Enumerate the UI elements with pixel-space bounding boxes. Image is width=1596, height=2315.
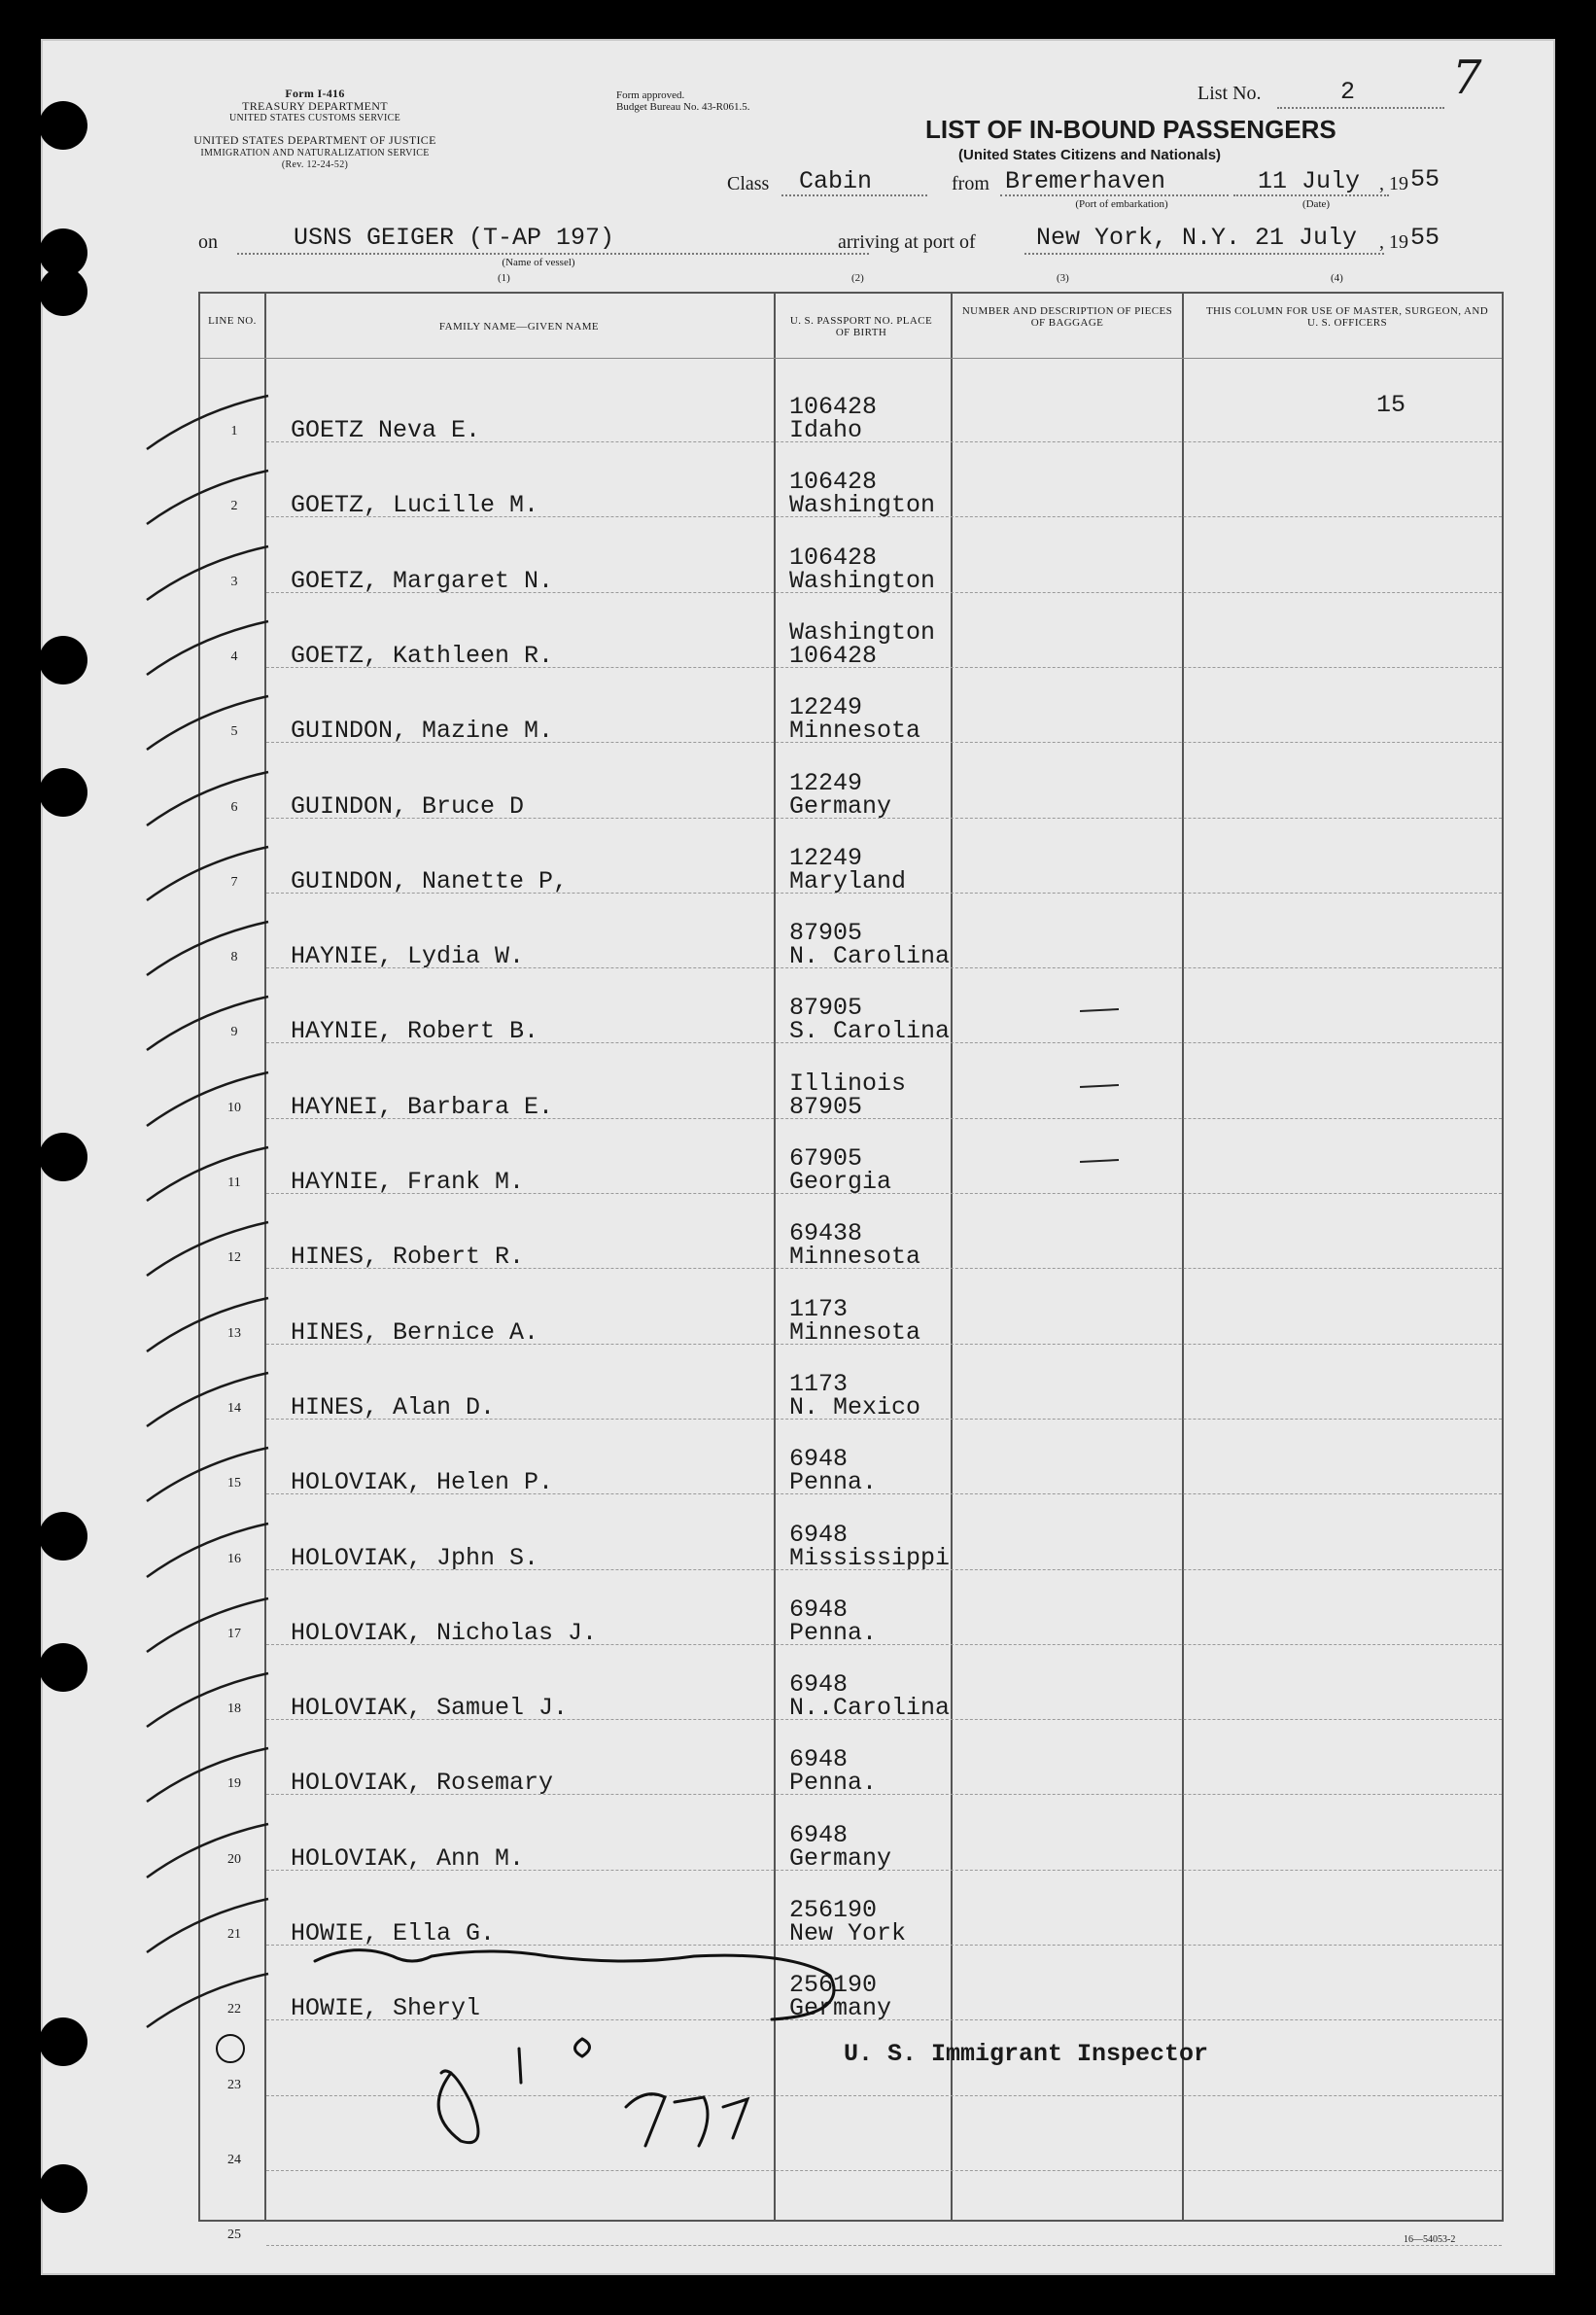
col-marker-4: (4) [1331,272,1343,284]
passenger-name: HAYNEI, Barbara E. [291,1092,554,1121]
passenger-name: HOLOVIAK, Nicholas J. [291,1618,598,1647]
passport-or-birthplace-line1: 12249 [789,768,863,797]
passport-or-birthplace-line2: Washington [789,566,936,595]
binder-hole [39,101,87,150]
line-number: 18 [227,1701,241,1717]
binder-hole [39,636,87,684]
passenger-name: GUINDON, Mazine M. [291,717,554,746]
passport-or-birthplace-line2: Maryland [789,866,907,895]
circled-line-23 [217,2035,244,2062]
line-number: 22 [227,2002,241,2017]
officer-note: 15 [1376,391,1406,419]
inspector-signature-scrawl [315,1950,834,2019]
line-number: 19 [227,1776,241,1792]
line-number: 4 [230,649,238,664]
arrival-port: New York, N.Y. 21 July [1036,224,1358,252]
passport-or-birthplace-line2: Georgia [789,1168,892,1196]
passenger-name: GOETZ, Lucille M. [291,491,539,520]
binder-hole [39,2017,87,2066]
depart-year: 55 [1410,165,1440,193]
line-number: 25 [227,2227,241,2243]
binder-hole [39,1512,87,1561]
passport-or-birthplace-line1: 6948 [789,1820,849,1849]
footer-code: 16—54053-2 [1404,2234,1456,2245]
line-number: 10 [227,1100,241,1115]
passport-or-birthplace-line1: 67905 [789,1144,863,1173]
passenger-name: HOLOVIAK, Helen P. [291,1468,554,1497]
passport-or-birthplace-line1: 6948 [789,1745,849,1774]
passenger-name: HINES, Bernice A. [291,1317,539,1347]
passport-or-birthplace-line2: New York [789,1919,907,1947]
passenger-name: HOLOVIAK, Jphn S. [291,1543,539,1572]
passport-or-birthplace-line1: Illinois [789,1069,907,1098]
class-label: Class [727,173,770,194]
line-number: 8 [230,950,238,965]
passenger-name: HOLOVIAK, Samuel J. [291,1694,569,1723]
passenger-name: HOWIE, Sheryl [291,1994,481,2023]
passport-or-birthplace-line2: Germany [789,1843,892,1873]
line-number: 17 [227,1626,241,1641]
ins-service: IMMIGRATION AND NATURALIZATION SERVICE [200,148,430,158]
justice-department: UNITED STATES DEPARTMENT OF JUSTICE [193,133,436,147]
list-no-label: List No. [1197,83,1262,104]
arrival-year-prefix: , 19 [1379,231,1408,253]
line-number: 9 [230,1025,238,1040]
passport-or-birthplace-line1: 87905 [789,994,863,1023]
passport-or-birthplace-line2: Penna. [789,1468,878,1497]
passport-or-birthplace-line1: 12249 [789,693,863,722]
col-marker-1: (1) [498,272,510,284]
passport-or-birthplace-line2: S. Carolina [789,1017,951,1046]
on-label: on [198,231,218,253]
line-number: 5 [230,724,238,740]
passenger-name: GUINDON, Bruce D [291,791,525,821]
line-number: 3 [230,574,238,589]
line-number: 16 [227,1551,241,1566]
passport-or-birthplace-line2: 106428 [789,641,878,670]
passport-or-birthplace-line2: Idaho [789,416,863,444]
binder-hole [39,1133,87,1181]
passport-or-birthplace-line2: Penna. [789,1618,878,1647]
passport-or-birthplace-line2: N. Carolina [789,942,951,971]
passport-or-birthplace-line1: 256190 [789,1896,878,1924]
passport-or-birthplace-line2: Penna. [789,1769,878,1798]
passport-or-birthplace-line2: Germany [789,791,892,821]
passenger-name: GUINDON, Nanette P, [291,866,569,895]
passport-or-birthplace-line1: 256190 [789,1971,878,2000]
passenger-name: HOWIE, Ella G. [291,1919,496,1947]
passport-or-birthplace-line1: 12249 [789,843,863,872]
form-approved: Form approved. [616,89,685,101]
line-number: 2 [230,499,238,514]
passport-or-birthplace-line1: Washington [789,617,936,647]
depart-date: 11 July [1258,167,1361,195]
binder-hole [39,267,87,316]
passport-or-birthplace-line1: 1173 [789,1369,849,1398]
passenger-name: GOETZ Neva E. [291,416,481,444]
form-revision: (Rev. 12-24-52) [281,159,349,170]
passenger-name: HAYNIE, Robert B. [291,1017,539,1046]
customs-service: UNITED STATES CUSTOMS SERVICE [228,113,401,123]
treasury-department: TREASURY DEPARTMENT [242,99,388,113]
line-number: 14 [227,1400,241,1416]
line-number: 7 [230,874,238,890]
from-value: Bremerhaven [1005,167,1166,195]
list-no-value: 2 [1340,78,1356,106]
passport-or-birthplace-line2: Minnesota [789,717,921,746]
passenger-name: GOETZ, Kathleen R. [291,641,554,670]
budget-bureau: Budget Bureau No. 43-R061.5. [616,101,750,113]
arrival-year: 55 [1410,224,1440,252]
date-caption: (Date) [1301,198,1331,210]
header-passport: U. S. PASSPORT NO. PLACE OF BIRTH [789,315,933,338]
line-number: 15 [227,1476,241,1491]
passenger-name: HAYNIE, Frank M. [291,1168,525,1196]
passport-or-birthplace-line2: N. Mexico [789,1392,921,1421]
document-subtitle: (United States Citizens and Nationals) [958,147,1222,163]
document-sheet [41,39,1555,2275]
col-marker-3: (3) [1057,272,1069,284]
passport-or-birthplace-line2: Washington [789,491,936,520]
passport-or-birthplace-line1: 106428 [789,393,878,421]
vessel-caption: (Name of vessel) [502,257,575,268]
line-number: 6 [230,799,238,815]
binder-hole [39,768,87,817]
line-number: 21 [227,1927,241,1942]
line-number: 24 [227,2152,241,2167]
passport-or-birthplace-line2: N..Carolina [789,1694,951,1723]
passenger-name: HOLOVIAK, Ann M. [291,1843,525,1873]
passport-or-birthplace-line1: 6948 [789,1445,849,1474]
handwritten-marks [43,41,1557,2277]
form-number: Form I-416 [285,87,345,100]
handwritten-page-mark: 7 [1452,51,1482,105]
binder-hole [39,1643,87,1692]
passport-or-birthplace-line2: Mississippi [789,1543,951,1572]
col-marker-2: (2) [851,272,864,284]
embark-caption: (Port of embarkation) [1075,198,1168,210]
line-number: 13 [227,1325,241,1341]
passenger-name: HAYNIE, Lydia W. [291,942,525,971]
passport-or-birthplace-line2: Germany [789,1994,892,2023]
arriving-label: arriving at port of [838,231,976,253]
header-baggage: NUMBER AND DESCRIPTION OF PIECES OF BAGGAGE [961,305,1173,329]
document-title: LIST OF IN-BOUND PASSENGERS [925,115,1336,144]
line-number: 12 [227,1250,241,1266]
passport-or-birthplace-line1: 6948 [789,1670,849,1700]
from-label: from [952,173,989,194]
passenger-name: HINES, Alan D. [291,1392,496,1421]
handwritten-eight [438,2071,478,2143]
passport-or-birthplace-line1: 106428 [789,468,878,497]
line-number: 1 [230,424,238,438]
passenger-name: GOETZ, Margaret N. [291,566,554,595]
passport-or-birthplace-line1: 69438 [789,1219,863,1248]
header-name: FAMILY NAME—GIVEN NAME [438,321,600,333]
handwritten-number [626,2094,747,2146]
passenger-name: HOLOVIAK, Rosemary [291,1769,554,1798]
passport-or-birthplace-line1: 1173 [789,1294,849,1323]
passport-or-birthplace-line1: 6948 [789,1520,849,1549]
inspector-signature-caption: U. S. Immigrant Inspector [844,2040,1209,2068]
line-number: 20 [227,1851,241,1867]
depart-year-prefix: , 19 [1379,173,1408,194]
passport-or-birthplace-line1: 6948 [789,1595,849,1624]
passport-or-birthplace-line1: 87905 [789,919,863,948]
passport-or-birthplace-line2: Minnesota [789,1243,921,1272]
header-officers: THIS COLUMN FOR USE OF MASTER, SURGEON, AND U. S. OFFICERS [1205,305,1489,329]
header-line-no: LINE NO. [208,315,257,327]
line-number: 11 [227,1175,241,1190]
passport-or-birthplace-line2: 87905 [789,1092,863,1121]
passenger-name: HINES, Robert R. [291,1243,525,1272]
binder-hole [39,2164,87,2213]
passport-or-birthplace-line2: Minnesota [789,1317,921,1347]
class-value: Cabin [799,167,873,195]
passport-or-birthplace-line1: 106428 [789,543,878,572]
line-number: 23 [227,2077,241,2092]
vessel-name: USNS GEIGER (T-AP 197) [294,224,615,252]
